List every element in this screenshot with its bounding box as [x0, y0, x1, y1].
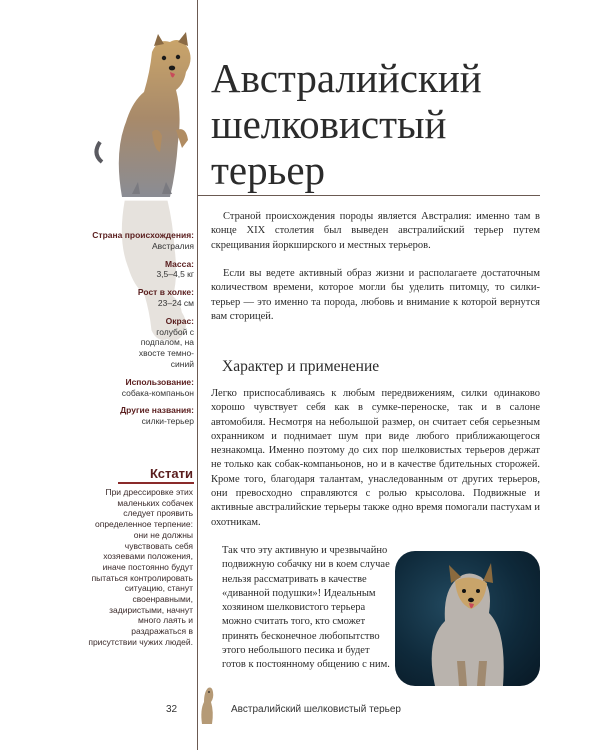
fact-usage — [85, 377, 194, 399]
dog-photo — [395, 551, 540, 686]
page-number: 32 — [166, 704, 178, 715]
fact-value: 23–24 см — [157, 297, 194, 308]
section-heading: Характер и применение — [222, 358, 380, 375]
fact-weight — [85, 259, 194, 281]
fact-height — [85, 287, 194, 309]
sidebar-underline — [118, 482, 194, 484]
footer-dog-icon — [198, 684, 216, 724]
fact-label: Рост в холке: — [137, 287, 194, 298]
paragraph-intro: Страной происхождения породы является Австралия: именно там в конце XIX столетия был выведен австралийский терьер путем скрещивания йоркширского и местных терьеров. — [211, 211, 540, 251]
horizontal-rule — [197, 195, 540, 196]
dog-illustration — [92, 32, 202, 200]
fact-label: Использование: — [125, 376, 194, 387]
fact-label: Окрас: — [165, 315, 194, 326]
fact-value: собака-компаньон — [121, 387, 194, 398]
running-head: Австралийский шелковистый терьер — [231, 704, 401, 715]
fact-color — [85, 316, 194, 370]
fact-label: Страна происхождения: — [92, 230, 194, 240]
fact-label: Масса: — [164, 258, 194, 269]
paragraph-second: Если вы ведете активный образ жизни и располагаете достаточным количеством времени, которое могли бы уделить питомцу, то силки-терьер — это именно та порода, любовь и внимание к которой вернутся вам сторицей. — [211, 268, 540, 322]
page-title: Австралийский шелковистый терьер — [211, 55, 482, 193]
fact-value: голубой с подпалом, на хвосте темно-синий — [138, 326, 194, 369]
sidebar-heading: Кстати — [150, 466, 193, 481]
fact-value: 3,5–4,5 кг — [156, 269, 194, 280]
fact-value: силки-терьер — [141, 416, 194, 427]
paragraph-wrap: Так что эту активную и чрезвычайно подвижную собачку ни в коем случае нельзя рассматривать в качестве «диванной подушки»! Идеальным хозяином шелковистого терьера можно считать того, кто сможет принять бесконечное любопытство этого небольшого песика и будет готов к постоянному общению с ним. — [222, 545, 390, 671]
paragraph-character: Легко приспосабливаясь к любым передвижениям, силки одинаково хорошо чувствует себя как в сумке-переноске, так и в салоне автомобиля. Несмотря на небольшой размер, он считает себя серьезным охранником и поднимает шум при виде любого приближающегося незнакомца. Именно поэтому до сих пор шелковистых терьеров держат не только как собак-компаньонов, но и в качестве бдительных сторожей. Кроме того, благодаря талантам, унаследованным от других терьеров, они превосходно справляются с ролью крысолова. Подвижные и активные австралийские терьеры также одно время помогали пастухам и охотникам. — [211, 388, 540, 528]
sidebar-text: При дрессировке этих маленьких собачек следует проявить определенное терпение: они не должны чувствовать себя хозяевами положения, иначе постоянно будут пытаться контролировать ситуацию, станут своенравными, задиристыми, начнут много лаять и раздражаться в присутствии чужих людей. — [88, 487, 193, 647]
fact-value: Австралия — [152, 240, 194, 251]
fact-origin — [85, 230, 194, 252]
breed-facts — [85, 230, 194, 434]
fact-other-names — [85, 405, 194, 427]
fact-label: Другие названия: — [120, 405, 194, 416]
